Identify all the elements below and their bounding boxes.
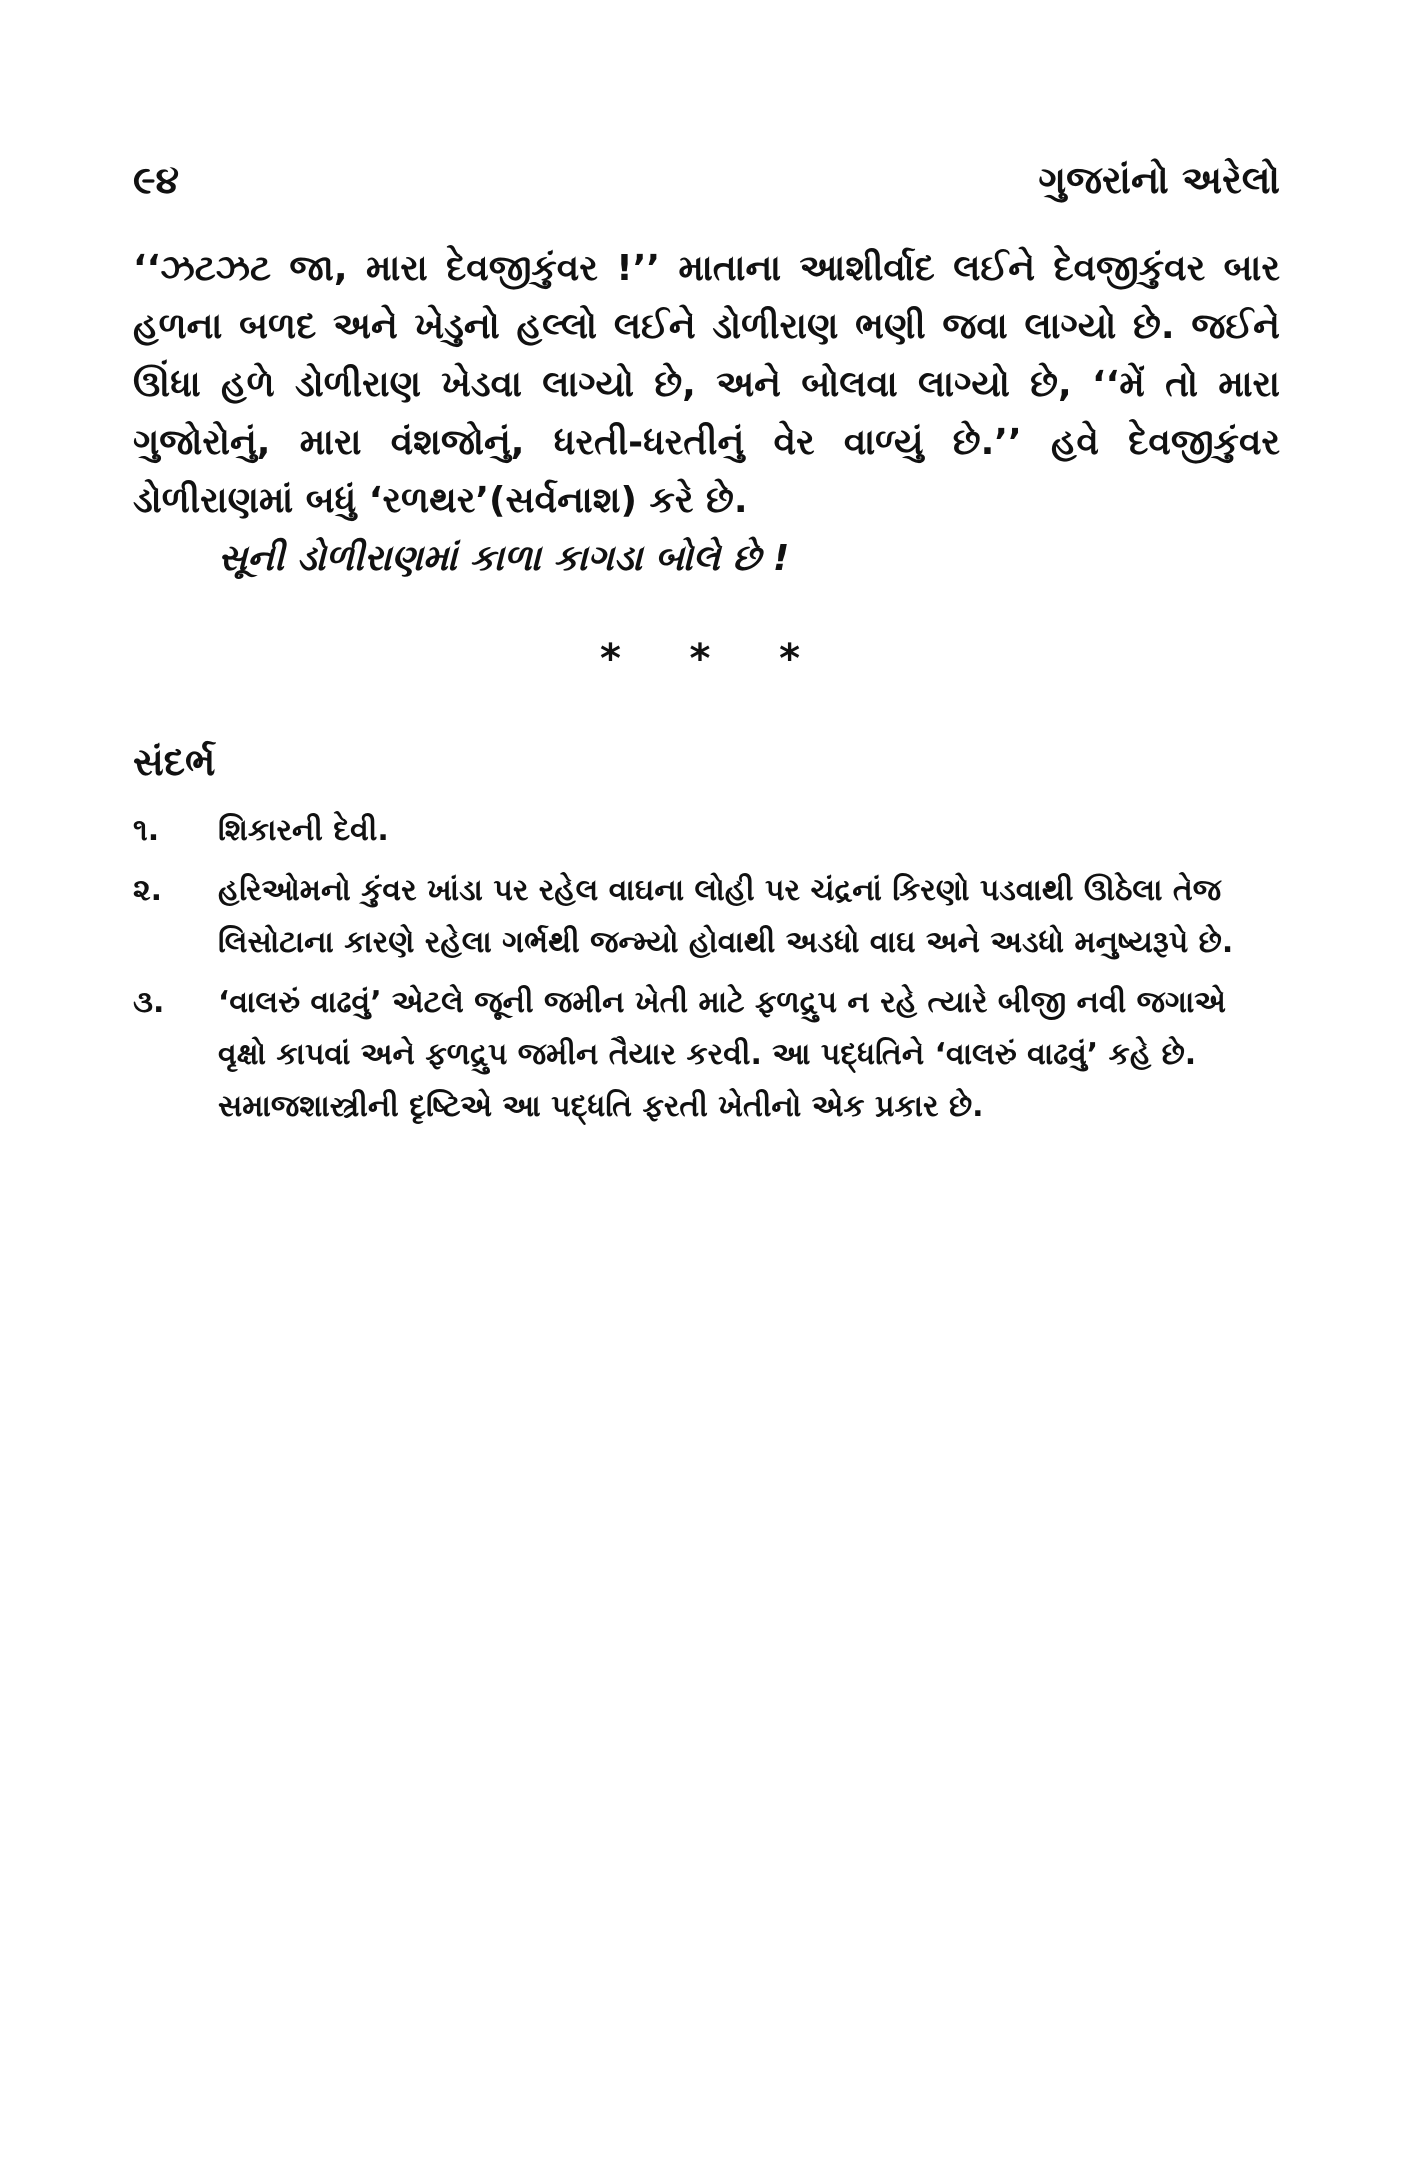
main-paragraph-block	[133, 240, 1280, 530]
section-separator	[600, 636, 800, 682]
note-text: હરિઓમનો કુંવર ખાંડા પર રહેલ વાઘના લોહી પર ચંદ્રનાં કિરણો પડવાથી ઊઠેલા તેજ લિસોટાના કારણે રહેલા ગર્ભથી જન્મ્યો હોવાથી અડધો વાઘ અને અડધો મનુષ્યરૂપે છે.	[218, 873, 1234, 960]
separator-asterisk: *	[600, 636, 621, 682]
page-number: ૯૪	[133, 157, 180, 202]
reference-note	[133, 865, 1280, 969]
reference-note	[133, 805, 1280, 857]
note-number: ૨.	[133, 873, 163, 908]
note-number: ૩.	[133, 985, 165, 1020]
separator-asterisk: *	[779, 636, 800, 682]
separator-asterisk: *	[689, 636, 711, 682]
running-title: ગુજરાંનો અરેલો	[1038, 157, 1280, 202]
reference-note	[133, 977, 1280, 1133]
page-header	[133, 150, 1280, 210]
main-paragraph: ‘‘ઝટઝટ જા, મારા દેવજીકુંવર !’’ માતાના આશીર્વાદ લઈને દેવજીકુંવર બાર હળના બળદ અને ખેડુનો હલ્લો લઈને ડોળીરાણ ભણી જવા લાગ્યો છે. જઈને ઊંધા હળે ડોળીરાણ ખેડવા લાગ્યો છે, અને બોલવા લાગ્યો છે, ‘‘મેં તો મારા ગુજોરોનું, મારા વંશજોનું, ધરતી-ધરતીનું વેર વાળ્યું છે.’’ હવે દેવજીકુંવર ડોળીરાણમાં બધું ‘રળથર’(સર્વનાશ) કરે છે.	[133, 248, 1280, 521]
note-text: ‘વાલરું વાઢવું’ એટલે જૂની જમીન ખેતી માટે ફળદ્રુપ ન રહે ત્યારે બીજી નવી જગાએ વૃક્ષો કાપવાં અને ફળદ્રુપ જમીન તૈયાર કરવી. આ પદ્ધતિને ‘વાલરું વાઢવું’ કહે છે. સમાજશાસ્ત્રીની દૃષ્ટિએ આ પદ્ધતિ ફરતી ખેતીનો એક પ્રકાર છે.	[218, 985, 1226, 1124]
references-list	[133, 805, 1280, 1141]
note-text: શિકારની દેવી.	[218, 813, 389, 848]
italic-closing-line: સૂની ડોળીરાણમાં કાળા કાગડા બોલે છે !	[218, 538, 790, 579]
references-heading: સંદર્ભ	[133, 740, 216, 784]
note-number: ૧.	[133, 813, 160, 848]
